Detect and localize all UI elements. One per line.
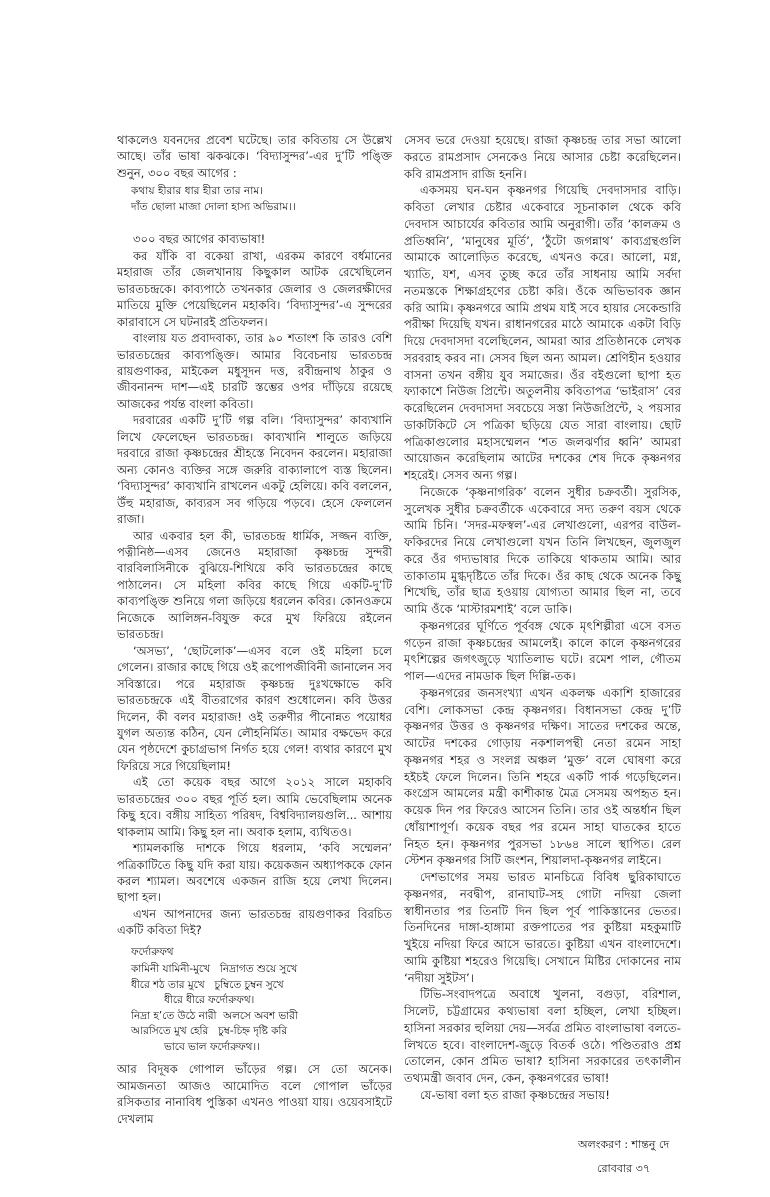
paragraph: কর যাঁকি বা বকেয়া রাখা, এরকম কারণে বর্ধমানের মহারাজ তাঁর জেলখানায় কিছুকাল আটক রেখেছিলেন ভারতচন্দ্রকে। কাব্যপাঠে তখনকার জেলার ও জেলরক্ষীদের মাতিয়ে মুক্তি পেয়েছিলেন মহাকবি। ‘বিদ্যাসুন্দর’-এ সুন্দরের কারাবাসে সে ঘটনারই প্রতিফলন। bbox=[117, 248, 392, 329]
paragraph: নিজেকে ‘কৃষ্ণনাগরিক’ বলেন সুধীর চক্রবর্তী। সুরসিক, সুলেখক সুধীর চক্রবর্তীকে একেবারে সদ্য তরুণ বয়স থেকে আমি চিনি। ‘সদর-মফস্বল’-এর লেখাগুলো, এরপর বাউল-ফকিরদের নিয়ে লেখাগুলো যখন তিনি লিখছেন, জুলজুল করে ওঁর গদ্যভাষার দিকে তাকিয়ে থাকতাম আমি। আর তাকাতাম মুগ্ধদৃষ্টিতে তাঁর দিকে। ওঁর কাছ থেকে অনেক কিছু শিখেছি, তাঁর ছাত্র হওয়ায় যোগ্যতা আমার ছিল না, তবে আমি ওঁকে ‘মাস্টারমশাই’ বলে ডাকি। bbox=[404, 484, 681, 616]
paragraph: দেশভাগের সময় ভারত মানচিত্রে বিবিধ ছুরিকাঘাতে কৃষ্ণনগর, নবদ্বীপ, রানাঘাট-সহ গোটা নদিয়া জেলা স্বাধীনতার পর তিনটি দিন ছিল পূর্ব পাকিস্তানের ভেতর। তিনদিনের দাঙ্গা-হাঙ্গামা রক্তপাতের পর কুষ্টিয়া মহকুমাটি খুইয়ে নদিয়া ফিরে আসে ভারতে। কুষ্টিয়া এখন বাংলাদেশে। আমি কুষ্টিয়া শহরেও গিয়েছি। সেখানে মিষ্টির দোকানের নাম ‘নদীয়া সুইটস’। bbox=[404, 870, 681, 985]
paragraph: দরবারের একটি দু’টি গল্প বলি। ‘বিদ্যাসুন্দর’ কাব্যখানি লিখে ফেলেছেন ভারতচন্দ্র। কাব্যখানি শালুতে জড়িয়ে দরবারে রাজা কৃষ্ণচন্দ্রের শ্রীহস্তে নিবেদন করলেন। মহারাজা অন্য কোনও ব্যক্তির সঙ্গে জরুরি বাক্যালাপে ব্যস্ত ছিলেন। ‘বিদ্যাসুন্দর’ কাব্যখানি রাখলেন একটু হেলিয়ে। কবি বললেন, উঁহু মহারাজ, কাব্যরস সব গড়িয়ে পড়বে। হেসে ফেললেন রাজা। bbox=[117, 413, 392, 527]
verse-line: দাঁত ছোলা মাজা দোলা হাস্য অভিরাম।। bbox=[131, 201, 296, 214]
paragraph: শ্যামলকান্তি দাশকে গিয়ে ধরলাম, ‘কবি সম্মেলন’ পত্রিকাটিতে কিছু যদি করা যায়। কয়েকজন অধ্যাপককে ফোন করল শ্যামল। অবশেষে একজন রাজি হয়ে লেখা দিলেন। ছাপা হল। bbox=[117, 841, 392, 905]
poem-line: ধীরে শঠ তার মুখে চুম্বিতে চুম্বন সুখে bbox=[131, 978, 284, 991]
poem-line: ভাবে ভাল ফর্দোরুফথ।। bbox=[131, 1040, 260, 1053]
poem-line: আরসিতে মুখ হেরি চুম্ব-চিহ্ন দৃষ্টি করি bbox=[131, 1025, 288, 1038]
section-subhead: ৩০০ বছর আগের কাব্যভাষা! bbox=[133, 232, 266, 247]
paragraph: কৃষ্ণনগরের ঘূর্ণিতে পূর্ববঙ্গ থেকে মৃৎশিল্পীরা এসে বসত গড়েন রাজা কৃষ্ণচন্দ্রের আমলেই। কালে কালে কৃষ্ণনগরের মৃৎশিল্পের জগৎজুড়ে খ্যাতিলাভ ঘটে। রমেশ পাল, গৌতম পাল—এদের নামডাক ছিল দিল্লি-তক। bbox=[404, 618, 681, 683]
poem-title: ফর্দোরুফথ bbox=[131, 945, 174, 958]
paragraph: আর একবার হল কী, ভারতচন্দ্র ধার্মিক, সজ্জন ব্যক্তি, পত্নীনিষ্ঠ—এসব জেনেও মহারাজা কৃষ্ণচন্দ্র সুন্দরী বারবিলাসিনীকে বুঝিয়ে-শিখিয়ে কবি ভারতচন্দ্রের কাছে পাঠালেন। সে মহিলা কবির কাছে গিয়ে একটি-দু’টি কাব্যপঙ্ক্তি শুনিয়ে গলা জড়িয়ে ধরলেন কবির। কোনওক্রমে নিজেকে আলিঙ্গন-বিযুক্ত করে মুখ ফিরিয়ে রইলেন ভারতচন্দ্র। bbox=[117, 528, 392, 642]
poem bbox=[131, 945, 392, 1056]
paragraph: থাকলেও যবনদের প্রবেশ ঘটেছে। তার কবিতায় সে উল্লেখ আছে। তাঁর ভাষা ঝকঝকে। ‘বিদ্যাসুন্দর’-এর দু’টি পঙ্ক্তি শুনুন, ৩০০ বছর আগের : bbox=[117, 133, 392, 180]
paragraph: বাংলায় যত প্রবাদবাক্য, তার ৯০ শতাংশ কি তারও বেশি ভারতচন্দ্রের কাব্যপঙ্ক্তি। আমার বিবেচনায় ভারতচন্দ্র রায়গুণাকর, মাইকেল মধুসূদন দত্ত, রবীন্দ্রনাথ ঠাকুর ও জীবনানন্দ দাশ—এই চারটি স্তম্ভের ওপর দাঁড়িয়ে রয়েছে আজকের পর্যন্ত বাংলা কবিতা। bbox=[117, 331, 392, 411]
paragraph: সেসব ভরে দেওয়া হয়েছে। রাজা কৃষ্ণচন্দ্র তার সভা আলো করতে রামপ্রসাদ সেনকেও নিয়ে আসার চেষ্টা করেছিলেন। কবি রামপ্রসাদ রাজি হননি। bbox=[404, 133, 681, 181]
verse-quote bbox=[131, 183, 392, 215]
paragraph: টিভি-সংবাদপত্রে অবাধে খুলনা, বগুড়া, বরিশাল, সিলেট, চট্টগ্রামের কথ্যভাষা বলা হচ্ছিল, লেখা হচ্ছিল। হাসিনা সরকার হুলিয়া দেয়—সর্বত্র প্রমিত বাংলাভাষা বলতে-লিখতে হবে। বাংলাদেশ-জুড়ে বিতর্ক ওঠে। পণ্ডিতরাও প্রশ্ন তোলেন, কোন প্রমিত ভাষা? হাসিনা সরকারের তৎকালীন তথ্যমন্ত্রী জবাব দেন, কেন, কৃষ্ণনগরের ভাষা! bbox=[404, 987, 681, 1085]
paragraph: এখন আপনাদের জন্য ভারতচন্দ্র রায়গুণাকর বিরচিত একটি কবিতা দিই? bbox=[117, 906, 392, 938]
paragraph: ‘অসভ্য’, ‘ছোটলোক’—এসব বলে ওই মহিলা চলে গেলেন। রাজার কাছে গিয়ে ওই রূপোপজীবিনী জানালেন সব সবিস্তারে। পরে মহারাজ কৃষ্ণচন্দ্র দুঃখক্ষোভে কবি ভারতচন্দ্রকে এই বীতরাগের কারণ শুধোলেন। কবি উত্তর দিলেন, কী বলব মহারাজ! ওই তরুণীর পীনোন্নত পয়োধর যুগল অত্যন্ত কঠিন, যেন লৌহনির্মিত। আমার বক্ষভেদ করে যেন পৃষ্ঠদেশে কুচাগ্রভাগ নির্গত হয়ে গেল! ব্যথার কারণে মুখ ফিরিয়ে সরে গিয়েছিলাম! bbox=[117, 643, 392, 773]
paragraph: আর বিদূষক গোপাল ভাঁড়ের গল্প। সে তো অনেক। আমজনতা আজও আমোদিত বলে গোপাল ভাঁড়ের রসিকতার নানাবিধ পুস্তিকা এখনও পাওয়া যায়। ওয়েবসাইটে দেখলাম bbox=[117, 1062, 392, 1126]
poem-line: নিদ্রা হ’তে উঠে নারী অলসে অবশ ভারী bbox=[131, 1009, 298, 1022]
page-footer: রোববার ৩৭ bbox=[597, 1162, 650, 1175]
right-column bbox=[404, 132, 681, 1104]
left-column bbox=[117, 132, 392, 1127]
paragraph: এই তো কয়েক বছর আগে ২০১২ সালে মহাকবি ভারতচন্দ্রের ৩০০ বছর পূর্তি হল। আমি ভেবেছিলাম অনেক কিছু হবে। বঙ্গীয় সাহিত্য পরিষদ, বিশ্ববিদ্যালয়গুলি... আশায় থাকলাম আমি। কিছু হল না। অবাক হলাম, ব্যথিতও। bbox=[117, 775, 392, 839]
paragraph: একসময় ঘন-ঘন কৃষ্ণনগর গিয়েছি দেবদাসদার বাড়ি। কবিতা লেখার চেষ্টার একেবারে সূচনাকাল থেকে কবি দেবদাস আচার্যের কবিতার আমি অনুরাগী। তাঁর ‘কালক্রম ও প্রতিধ্বনি’, ‘মানুষের মূর্তি’, ‘ঠুঁটো জগন্নাথ’ কাব্যগ্রন্থগুলি আমাকে আলোড়িত করেছে, এখনও করে। আলো, মগ্ন, খ্যাতি, যশ, এসব তুচ্ছ করে তাঁর সাধনায় আমি সর্বদা নতমস্তকে শিক্ষাগ্রহণের চেষ্টা করি। ওঁকে অভিভাবক জ্ঞান করি আমি। কৃষ্ণনগরে আমি প্রথম যাই সবে হায়ার সেকেন্ডারি পরীক্ষা দিয়েছি যখন। রাধানগরের মাঠে আমাকে একটা বিড়ি দিয়ে দেবদাসদা বলেছিলেন, আমরা আর প্রতিষ্ঠানকে লেখক সরবরাহ করব না। সেসব ছিল অন্য আমল। শ্রেণিহীন হওয়ার বাসনা তখন বঙ্গীয় যুব সমাজের। ওঁর বইগুলো ছাপা হত ফ্যাকাশে নিউজ প্রিন্টে। অতুলনীয় কবিতাপত্র ‘ভাইরাস’ বের করেছিলেন দেবদাসদা সবচেয়ে সস্তা নিউজপ্রিন্টে, ২ পয়সার ডাকটিকিটে সে পত্রিকা ছড়িয়ে যেত সারা বাংলায়। ছোট পত্রিকাগুলোর মহাসম্মেলন ‘শত জলঝর্ণার ধ্বনি’ আমরা আয়োজন করেছিলাম আটের দশকের শেষ দিকে কৃষ্ণনগর শহরেই। সেসব অন্য গল্প। bbox=[404, 183, 681, 482]
poem-line: ধীরে ধীরে ফর্দোরুফথ। bbox=[131, 994, 255, 1007]
paragraph: যে-ভাষা বলা হত রাজা কৃষ্ণচন্দ্রের সভায়! bbox=[420, 1087, 610, 1102]
poem-line: কামিনী যামিনী-মুখে নিদ্রাগত শুয়ে সুখে bbox=[131, 963, 298, 976]
paragraph: কৃষ্ণনগরের জনসংখ্যা এখন একলক্ষ একাশি হাজারের বেশি। লোকসভা কেন্দ্র কৃষ্ণনগর। বিধানসভা কেন্দ্র দু’টি কৃষ্ণনগর উত্তর ও কৃষ্ণনগর দক্ষিণ। সাতের দশকের অন্তে, আটের দশকের গোড়ায় নকশালপন্থী নেতা রমেন সাহা কৃষ্ণনগর শহর ও সংলগ্ন অঞ্চল ‘মুক্ত’ বলে ঘোষণা করে হইচই ফেলে দিলেন। তিনি শহরে একটি পার্ক গড়েছিলেন। কংগ্রেস আমলের মন্ত্রী কাশীকান্ত মৈত্র সেসময় অপহৃত হন। কয়েক দিন পর ফিরেও আসেন তিনি। তার ওই অন্তর্ধান ছিল ধোঁয়াশাপূর্ণ। কয়েক বছর পর রমেন সাহা ঘাতকের হাতে নিহত হন। কৃষ্ণনগর পুরসভা ১৮৬৪ সালে স্থাপিত। রেল স্টেশন কৃষ্ণনগর সিটি জংশন, শিয়ালদা-কৃষ্ণনগর লাইনে। bbox=[404, 685, 681, 868]
verse-line: কথায় হীরার ধার হীরা তার নাম। bbox=[131, 185, 263, 198]
illustration-credit: অলংকরণ : শান্তনু দে bbox=[578, 1138, 670, 1151]
